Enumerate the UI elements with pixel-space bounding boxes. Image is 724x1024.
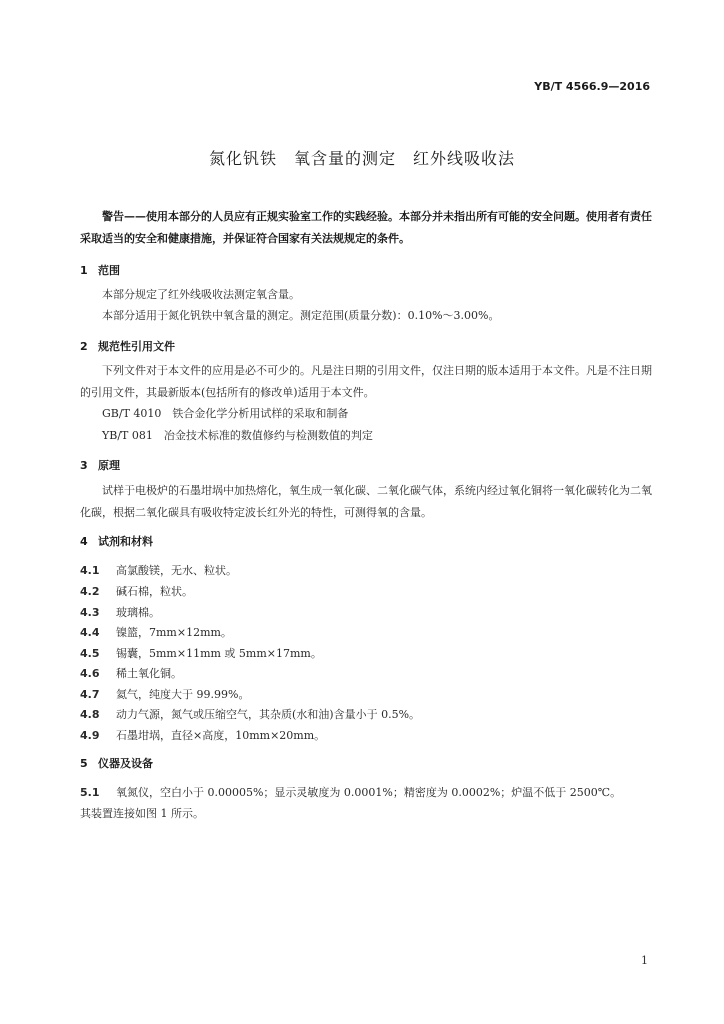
section-heading-apparatus <box>80 755 153 771</box>
reagent-item <box>80 604 160 620</box>
reagent-item <box>80 624 232 640</box>
section-number: 2 <box>80 340 88 353</box>
section-heading-principle <box>80 457 120 473</box>
section-number: 3 <box>80 459 88 472</box>
reagent-item <box>80 665 182 681</box>
section-title: 规范性引用文件 <box>98 340 175 353</box>
item-text: 锡囊，5mm×11mm 或 5mm×17mm。 <box>116 647 322 660</box>
section-number: 4 <box>80 535 88 548</box>
page-title: 氮化钒铁 氧含量的测定 红外线吸收法 <box>208 149 515 168</box>
reference-item-gbt4010: GB/T 4010 铁合金化学分析用试样的采取和制备 <box>102 407 349 420</box>
item-text: 氦气，纯度大于 99.99%。 <box>116 688 250 701</box>
section-title: 仪器及设备 <box>98 757 153 770</box>
section-title: 试剂和材料 <box>98 535 153 548</box>
apparatus-item-continuation: 其装置连接如图 1 所示。 <box>80 807 204 820</box>
item-number: 4.1 <box>80 564 100 577</box>
section-number: 1 <box>80 264 88 277</box>
section-heading-scope <box>80 262 120 278</box>
item-text: 高氯酸镁，无水、粒状。 <box>116 564 237 577</box>
standard-code: YB/T 4566.9—2016 <box>534 80 650 93</box>
reagent-item <box>80 727 325 743</box>
section-heading-reagents <box>80 533 153 549</box>
principle-paragraph: 试样于电极炉的石墨坩埚中加热熔化，氧生成一氧化碳、二氧化碳气体，系统内经过氧化铜将一氧化碳转化为二氧化碳，根据二氧化碳具有吸收特定波长红外光的特性，可测得氧的含量。 <box>80 484 652 519</box>
item-number: 4.4 <box>80 626 100 639</box>
warning-paragraph: 警告——使用本部分的人员应有正规实验室工作的实践经验。本部分并未指出所有可能的安全问题。使用者有责任采取适当的安全和健康措施，并保证符合国家有关法规规定的条件。 <box>80 210 652 245</box>
scope-paragraph-1: 本部分规定了红外线吸收法测定氧含量。 <box>102 288 300 301</box>
item-text: 动力气源，氮气或压缩空气，其杂质(水和油)含量小于 0.5%。 <box>116 708 421 721</box>
item-number: 4.9 <box>80 729 100 742</box>
section-number: 5 <box>80 757 88 770</box>
reagent-item <box>80 562 237 578</box>
item-text: 玻璃棉。 <box>116 606 160 619</box>
item-text: 碱石棉，粒状。 <box>116 585 193 598</box>
reagent-item <box>80 706 420 722</box>
item-text: 镍篮，7mm×12mm。 <box>116 626 232 639</box>
apparatus-item <box>80 784 621 800</box>
section-title: 原理 <box>98 459 120 472</box>
section-title: 范围 <box>98 264 120 277</box>
reference-item-ybt081: YB/T 081 冶金技术标准的数值修约与检测数值的判定 <box>102 429 373 442</box>
item-number: 5.1 <box>80 786 100 799</box>
item-text: 稀土氧化铜。 <box>116 667 182 680</box>
reagent-item <box>80 645 322 661</box>
item-number: 4.6 <box>80 667 100 680</box>
reagent-item <box>80 583 193 599</box>
section-heading-references <box>80 338 175 354</box>
item-text: 氧氮仪，空白小于 0.00005%；显示灵敏度为 0.0001%；精密度为 0.0002%；炉温不低于 2500℃。 <box>116 786 622 799</box>
item-number: 4.5 <box>80 647 100 660</box>
item-number: 4.2 <box>80 585 100 598</box>
item-number: 4.7 <box>80 688 100 701</box>
item-number: 4.3 <box>80 606 100 619</box>
item-text: 石墨坩埚，直径×高度，10mm×20mm。 <box>116 729 326 742</box>
item-number: 4.8 <box>80 708 100 721</box>
page-number: 1 <box>641 954 648 967</box>
scope-paragraph-2: 本部分适用于氮化钒铁中氧含量的测定。测定范围(质量分数)：0.10%～3.00%。 <box>102 309 500 322</box>
reagent-item <box>80 686 249 702</box>
references-paragraph: 下列文件对于本文件的应用是必不可少的。凡是注日期的引用文件，仅注日期的版本适用于本文件。凡是不注日期的引用文件，其最新版本(包括所有的修改单)适用于本文件。 <box>80 364 652 399</box>
